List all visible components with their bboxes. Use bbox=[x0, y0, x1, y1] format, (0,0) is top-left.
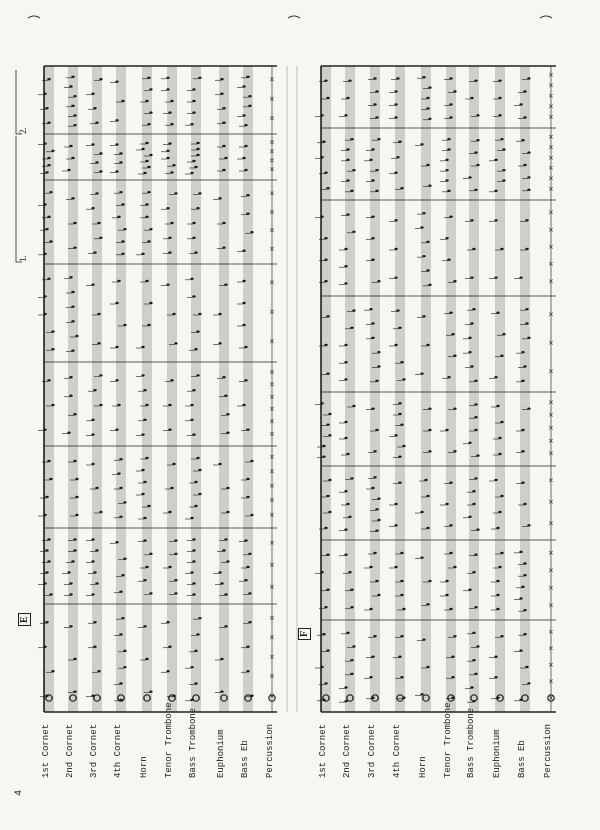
system1-perc-note: × bbox=[269, 539, 275, 547]
system2-perc-note: × bbox=[548, 112, 554, 121]
first-ending-label: 1. bbox=[18, 255, 28, 262]
system2-perc-note: × bbox=[548, 628, 554, 637]
system1-perc-note: × bbox=[269, 156, 275, 165]
system2-perc-note: × bbox=[548, 398, 554, 407]
system2-perc-note: × bbox=[548, 260, 554, 269]
system2-perc-note: × bbox=[548, 133, 554, 142]
system1-perc-note: × bbox=[269, 613, 275, 622]
system2-label-euphonium: Euphonium bbox=[492, 729, 502, 778]
system2-label-3rd-cornet: 3rd Cornet bbox=[367, 723, 377, 778]
system1-perc-note: × bbox=[269, 633, 275, 642]
system2-perc-note: × bbox=[548, 411, 554, 420]
system1-staff-2 bbox=[69, 66, 77, 712]
system2-perc-note: × bbox=[548, 184, 554, 193]
system1-perc-note: × bbox=[269, 417, 275, 426]
system2-perc-note: × bbox=[548, 693, 554, 702]
system1-perc-note: × bbox=[269, 496, 275, 505]
system1-perc-note: × bbox=[269, 226, 275, 235]
system2-label-1st-cornet: 1st Cornet bbox=[318, 723, 328, 778]
binding-mark bbox=[28, 16, 40, 18]
system2-label-4th-cornet: 4th Cornet bbox=[392, 723, 402, 778]
system2-perc-note: × bbox=[548, 102, 554, 111]
system2-perc-note: × bbox=[548, 449, 554, 458]
system1-perc-note: × bbox=[269, 337, 275, 346]
system2-staff-5 bbox=[422, 66, 430, 712]
system1-perc-note: × bbox=[269, 510, 275, 519]
system2-perc-note: × bbox=[548, 367, 554, 376]
system1-staff-7 bbox=[192, 66, 200, 712]
system2-perc-note: × bbox=[548, 81, 554, 90]
system2-perc-note: × bbox=[548, 661, 554, 669]
system2-staff-6 bbox=[447, 66, 455, 712]
system1-perc-note: × bbox=[269, 138, 275, 147]
system2-staff-9 bbox=[521, 66, 529, 712]
system2-label-percussion: Percussion bbox=[543, 723, 553, 778]
system2-perc-note: × bbox=[548, 644, 554, 653]
system2-perc-note: × bbox=[548, 174, 554, 183]
system1-perc-note: × bbox=[269, 429, 275, 438]
system2-perc-note: × bbox=[548, 601, 554, 610]
system2-perc-note: × bbox=[548, 566, 554, 575]
system1-label-percussion: Percussion bbox=[265, 723, 275, 778]
system2-perc-note: × bbox=[548, 339, 554, 347]
system1-perc-note: × bbox=[269, 561, 275, 569]
system2-perc-note: × bbox=[548, 92, 554, 100]
system1-perc-note: × bbox=[269, 467, 275, 476]
system1-label-2nd-cornet: 2nd Cornet bbox=[65, 723, 75, 778]
system1-label-bass-trombone: Bass Trombone bbox=[188, 707, 198, 778]
system2-staff-7 bbox=[470, 66, 478, 712]
system2-perc-note: × bbox=[548, 71, 554, 80]
rehearsal-mark-f: F bbox=[298, 628, 311, 640]
system1-staff-6 bbox=[168, 66, 176, 712]
first-ending-bracket bbox=[16, 136, 22, 262]
system1-perc-note: × bbox=[269, 405, 275, 414]
system1-staff-8 bbox=[220, 66, 228, 712]
page-number: 4 bbox=[14, 789, 25, 796]
system2-staff-4 bbox=[396, 66, 404, 712]
system2-staff-8 bbox=[496, 66, 504, 712]
system1-label-bass-eb: Bass Eb bbox=[240, 740, 250, 778]
system1-perc-note: × bbox=[269, 368, 275, 377]
system1-perc-note: × bbox=[269, 95, 275, 103]
rehearsal-mark-e: E bbox=[18, 613, 31, 626]
system1-label-3rd-cornet: 3rd Cornet bbox=[89, 723, 99, 778]
system1-label-horn: Horn bbox=[139, 756, 149, 778]
system1-perc-note: × bbox=[269, 308, 275, 316]
system2-perc-note: × bbox=[548, 225, 554, 234]
system2-perc-note: × bbox=[548, 164, 554, 173]
system1-perc-note: × bbox=[269, 75, 275, 84]
system2-perc-note: × bbox=[548, 519, 554, 528]
system1-perc-note: × bbox=[269, 165, 275, 174]
system2-perc-note: × bbox=[548, 677, 554, 686]
system1-perc-note: × bbox=[269, 672, 275, 681]
system1-perc-note: × bbox=[269, 278, 275, 287]
system2-staff-2 bbox=[346, 66, 354, 712]
system2-perc-note: × bbox=[548, 277, 554, 286]
system1-perc-note: × bbox=[269, 653, 275, 661]
system2-label-horn: Horn bbox=[418, 756, 428, 778]
system1-label-4th-cornet: 4th Cornet bbox=[113, 723, 123, 778]
binding-mark bbox=[540, 16, 552, 18]
system1-perc-note: × bbox=[269, 380, 275, 389]
system1-perc-note: × bbox=[269, 207, 275, 216]
system2-staff-3 bbox=[371, 66, 379, 712]
second-ending-bracket bbox=[16, 70, 22, 134]
system1-perc-note: × bbox=[269, 114, 275, 123]
system1-perc-note: × bbox=[269, 392, 275, 401]
system1-perc-note: × bbox=[269, 147, 275, 156]
system2-perc-note: × bbox=[548, 424, 554, 432]
second-ending-label: 2. bbox=[18, 127, 28, 134]
system2-label-bass-trombone: Bass Trombone bbox=[466, 707, 476, 778]
system1-perc-note: × bbox=[269, 482, 275, 490]
system1-staff-9 bbox=[244, 66, 252, 712]
system1-perc-note: × bbox=[269, 583, 275, 591]
system2-perc-note: × bbox=[548, 498, 554, 506]
system1-perc-note: × bbox=[269, 189, 275, 198]
system2-staff-1 bbox=[322, 66, 330, 712]
system1-perc-note: × bbox=[269, 244, 275, 253]
system2-perc-note: × bbox=[548, 548, 554, 557]
system2-perc-note: × bbox=[548, 208, 554, 217]
system2-perc-note: × bbox=[548, 243, 554, 251]
system1-label-1st-cornet: 1st Cornet bbox=[41, 723, 51, 778]
system1-label-tenor-trombone: Tenor Trombone bbox=[164, 702, 174, 778]
system1-staff-5 bbox=[143, 66, 151, 712]
system2-perc-note: × bbox=[548, 153, 554, 162]
system2-perc-note: × bbox=[548, 436, 554, 445]
system2-label-bass-eb: Bass Eb bbox=[517, 740, 527, 778]
system2-label-2nd-cornet: 2nd Cornet bbox=[342, 723, 352, 778]
system2-perc-note: × bbox=[548, 583, 554, 592]
system1-perc-note: × bbox=[269, 692, 275, 701]
system1-label-euphonium: Euphonium bbox=[216, 729, 226, 778]
system1-perc-note: × bbox=[269, 453, 275, 462]
system2-perc-note: × bbox=[548, 143, 554, 152]
system1-staff-1 bbox=[45, 66, 53, 712]
binding-mark bbox=[288, 16, 300, 18]
system2-label-tenor-trombone: Tenor Trombone bbox=[443, 702, 453, 778]
system2-perc-note: × bbox=[548, 310, 554, 319]
system2-perc-note: × bbox=[548, 476, 554, 485]
